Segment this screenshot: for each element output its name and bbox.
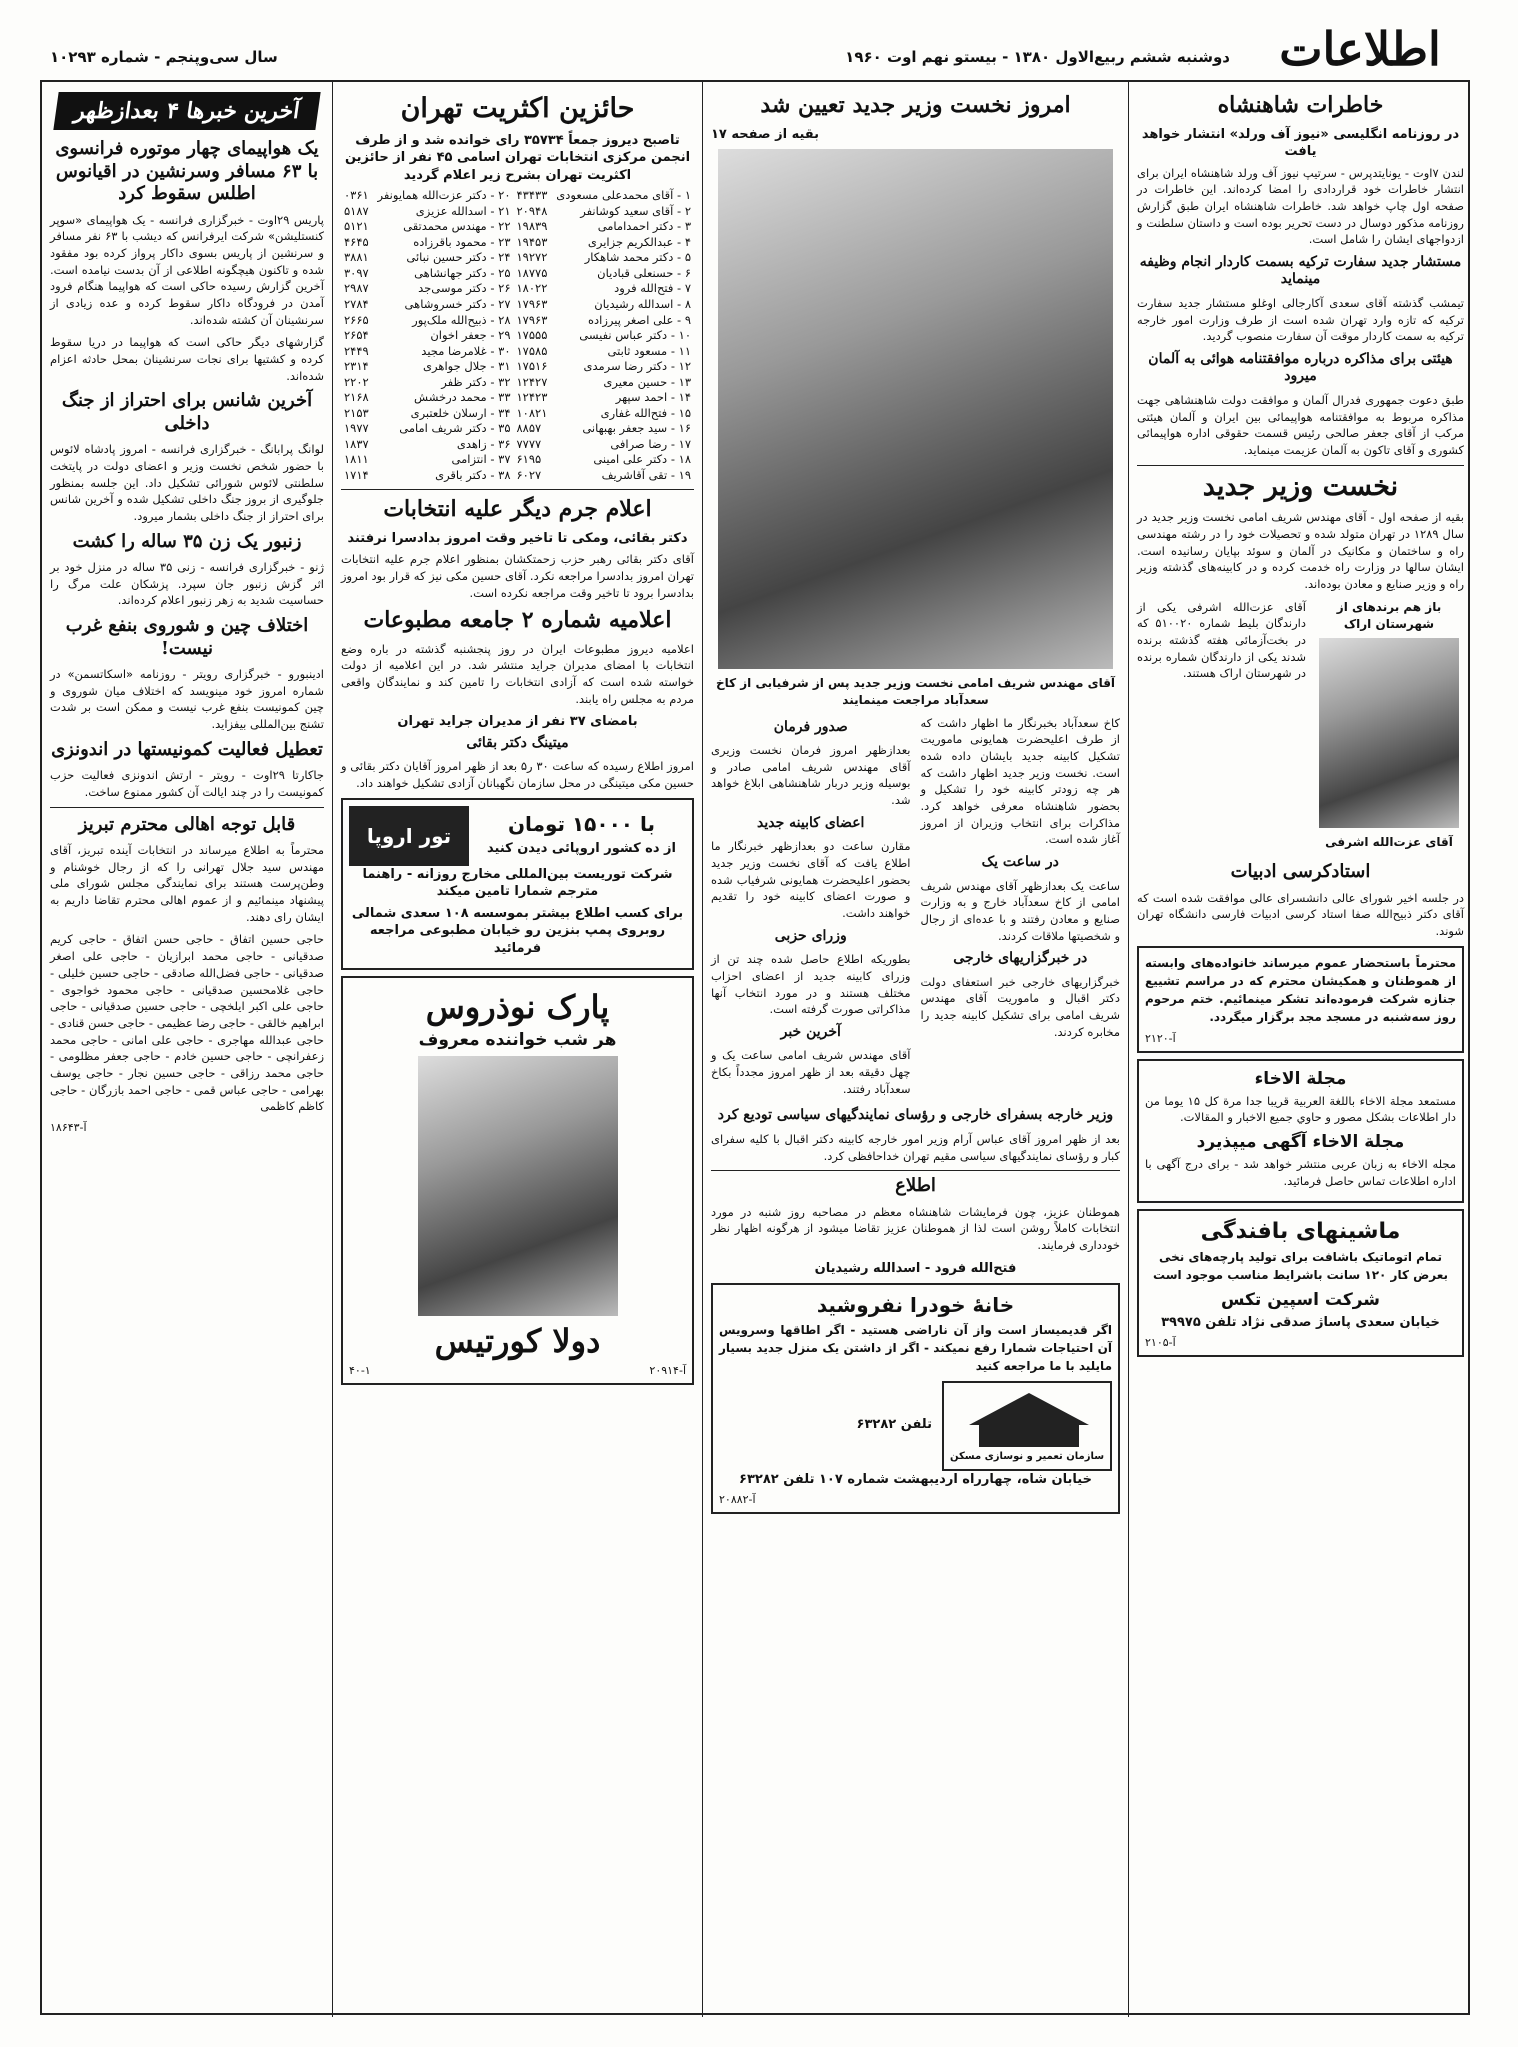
divider [341,489,694,490]
vote-count: ۱۸۳۷ [344,436,369,451]
vote-name: ۳۴ - ارسلان خلعتبری [410,405,511,420]
looms-ad [1137,1209,1464,1357]
article-tabriz: محترماً به اطلاع میرساند در انتخابات آینده تبریز، آقای مهندس سید جلال تهرانی را که از رجال خوشنام و وطن‌پرست هستند برای نمایندگی مجلس شورای ملی پیشنهاد مینمائیم و از عموم اهالی محترم تقاضا داریم به ایشان رای دهند. [50,843,324,924]
vote-count: ۴۳۴۳۳ [516,188,548,203]
vote-name: ۲ - آقای سعید کوشانفر [580,203,691,218]
vote-name: ۲۹ - جعفر اخوان [430,328,511,343]
house-logo-text: سازمان تعمیر و نوسازی مسکن [949,1450,1105,1462]
article-pm-7: آقای مهندس شریف امامی ساعت یک و چهل دقیقه بعد از ظهر امروز مجدداً بکاخ سعدآباد رفتند. [711,1048,911,1096]
votes-row [341,452,694,468]
headline-press-statement: اعلامیه شماره ۲ جامعه مطبوعات [363,607,672,634]
votes-row [341,281,694,297]
article-foreign-minister: بعد از ظهر امروز آقای عباس آرام وزیر امور خارجه کابینه دکتر اقبال با کلیه سفرای کبار و رؤسای نمایندگیهای سیاسی مقیم تهران خداحافظی کرد. [711,1131,1120,1163]
headline-china-soviet: اختلاف چین و شوروی بنفع غرب نیست! [65,615,309,659]
tabriz-ad-number: آ-۱۸۶۴۳ [50,1120,87,1134]
vote-count: ۲۳۱۴ [344,359,369,374]
looms-ad-title: ماشینهای بافندگی [1200,1219,1401,1245]
vote-name: ۳۱ - جلال جواهری [423,359,511,374]
masthead: اطلاعات [1279,22,1441,76]
headline-laos: آخرین شانس برای احتراز از جنگ داخلی [61,390,313,434]
article-press-statement: اعلامیه دیروز مطبوعات ایران در روز پنجشنبه گذشته در باره وضع انتخابات با امضای مدیران جراید منتشر شد. در این اعلامیه از دولت خواسته شده است که آزادی انتخابات را تامین کند و نمایندگان واقعی مردم به مجلس راه یابند. [341,641,694,706]
vote-count: ۴۶۴۵ [344,234,369,249]
article-turkey-embassy: تیمشب گذشته آقای سعدی آکارجالی اوغلو مستشار جدید سفارت ترکیه که تازه وارد تهران شده است از طرف وزارت امور خارجه ترکیه به سمت کاردار موقت آن سفارت منصوب گردید. [1137,295,1464,344]
vote-name: ۴ - عبدالکریم جزایری [587,234,691,249]
singer-photo [418,1056,618,1316]
subhead-party-ministers: وزرای حزبی [774,927,847,944]
vote-count: ۳۸۸۱ [344,250,369,265]
vote-count: ۱۸۱۱ [344,452,369,467]
headline-notice: اطلاع [895,1175,936,1197]
europe-tour-company: شرکت توریست بین‌المللی مخارج روزانه - راهنما مترجم شمارا تامین میکند [362,866,673,900]
vote-count: ۳۰۹۷ [344,265,369,280]
vote-name: ۲۶ - دکتر موسی‌جد [418,281,511,296]
vote-name: ۳۸ - دکتر باقری [435,467,511,482]
europe-tour-text: از ده کشور اروپائی دیدن کنید [487,841,676,857]
vote-count: ۱۷۵۱۶ [516,359,548,374]
vote-count: ۶۰۲۷ [516,467,542,482]
divider [50,807,324,808]
notice-number: آ-۲۱۲۰ [1145,1031,1176,1045]
park-ad [341,976,694,1385]
notice-signature: فتح‌الله فرود - اسدالله رشیدیان [814,1260,1017,1276]
vote-name: ۲۱ - اسدالله عزیزی [415,203,511,218]
vote-count: ۲۶۶۵ [344,312,369,327]
vote-name: ۱۳ - حسین معیری [603,374,691,389]
vote-count: ۱۷۵۵۵ [516,328,548,343]
headline-foreign-minister: وزیر خارجه بسفرای خارجی و رؤسای نمایندگیهای سیاسی تودیع کرد [717,1107,1114,1124]
votes-row [341,344,694,360]
vote-name: ۲۷ - دکتر خسروشاهی [404,297,511,311]
column-center-right [703,82,1128,2017]
vote-name: ۳ - دکتر احمدامامی [597,219,691,234]
article-indonesia: جاکارتا ۲۹اوت - رویتر - ارتش اندونزی فعالیت حزب کمونیست را در چند ایالت آن کشور ممنوع ساخت. [50,768,324,799]
europe-tour-ad [341,798,694,970]
press-statement-signature: بامضای ۳۷ نفر از مدیران جراید تهران [397,714,638,730]
article-pm-3: خبرگزاریهای خارجی خبر استعفای دولت دکتر اقبال و ماموریت آقای مهندس شریف امامی برای تشکیل کابینه جدید را مخابره کردند. [920,974,1120,1039]
subhead-one-oclock: در ساعت یک [981,854,1059,871]
al-ekha-box [1137,1059,1464,1204]
vote-count: ۱۹۸۳۹ [516,219,548,234]
vote-name: ۱۸ - دکتر علی امینی [593,452,691,467]
headline-turkey-embassy: مستشار جدید سفارت ترکیه بسمت کاردار انجام وظیفه مینماید [1139,253,1462,288]
votes-row [341,266,694,282]
looms-ad-address: خیابان سعدی پاساژ صدقی نژاد تلفن ۳۹۹۷۵ [1161,1315,1440,1331]
headline-pm-appointed: امروز نخست وزیر جدید تعیین شد [760,92,1071,118]
subhead-tehran-majority: تاصبح دیروز جمعاً ۳۵۷۳۴ رای خوانده شد و از طرف انجمن مرکزی انتخابات تهران اسامی ۴۵ نفر از حائزین اکثریت تهران بشرح زیر اعلام گردید [344,132,691,183]
divider [1137,465,1464,466]
headline-baghaei-rally: میتینگ دکتر بقائی [466,734,569,751]
vote-count: ۲۷۸۴ [344,297,369,311]
votes-row [341,204,694,220]
headline-literature-chair: استادکرسی ادبیات [1230,861,1371,883]
votes-row [341,250,694,266]
article-lottery: آقای عزت‌الله اشرفی یکی از دارندگان بلیط شماره ۵۱۰۰۲۰ که در بخت‌آزمائی هفته گذشته برنده شدند یکی از دارندگان شماره برنده در شهرستان اراک هستند. [1137,599,1306,681]
article-election-complaint: آقای دکتر بقائی رهبر حزب زحمتکشان بمنظور اعلام جرم علیه انتخابات تهران امروز بدادسرا مراجعه نکرد. آقای حسین مکی نیز که قرار بود امروز بدادسرا برود تا تاخیر وقت مراجعه نکرده است. [341,552,694,600]
vote-name: ۸ - اسدالله رشیدیان [594,297,691,311]
subhead-cabinet: اعضای کابینه جدید [757,814,865,831]
votes-table [341,188,694,483]
vote-name: ۶ - حسنعلی قبادیان [597,265,691,280]
article-bee: ژنو - خبرگزاری فرانسه - زنی ۳۵ ساله در منزل خود بر اثر گزش زنبور جان سپرد. پزشکان علت مرگ را حساسیت شدید به زهر زنبور اعلام کرده‌اند. [50,560,324,608]
vote-count: ۲۰۹۴۸ [516,203,548,218]
vote-count: ۱۸۰۲۲ [516,281,548,296]
page-header [40,20,1470,78]
vote-count: ۱۸۷۷۵ [516,265,548,280]
latest-news-banner: آخرین خبرها ۴ بعدازظهر [53,92,320,130]
vote-name: ۵ - دکتر محمد شاهکار [584,250,691,265]
subhead-foreign-agencies: در خبرگزاریهای خارجی [953,950,1088,967]
vote-count: ۲۶۵۴ [344,328,369,343]
vote-count: ۰۳۶۱ [344,188,369,203]
votes-row [341,406,694,422]
house-logo [942,1381,1112,1471]
al-ekha-text: مستمعد مجلة الاخاء باللغة العربية قريبا جدا مرة كل ۱۵ يوما من دار اطلاعات بشكل مصور و حاوي جميع الاخبار و المقالات. [1145,1093,1456,1125]
al-ekha-ads-title: مجلة الاخاء آگهی میپذیرد [1196,1132,1405,1153]
article-shah-memoirs: لندن ۷اوت - یونایتدپرس - سرتیپ نیوز آف ورلد شاهنشاه ایران برای انتشار خاطرات خود قراردادی را امضا کرده‌اند. این خاطرات در صفحه اول چاپ خواهد شد. خاطرات شاهنشاه ایران طبق گزارش روزنامه مذکور دوسال در دست تحریر بوده است و داستان سلطنت و ازدواجهای ایشان را شامل است. [1136,165,1464,247]
article-pm-1: کاخ سعدآباد بخبرنگار ما اظهار داشت که از طرف اعلیحضرت همایونی ماموریت تشکیل کابینه جدید بایشان داده شده است. نخست وزیر جدید اظهار داشت که هر چه زودتر کابینه خود را تشکیل و بحضور شاهنشاه معرفی خواهد کرد. مذاکرات برای انتخاب وزیران از امروز آغاز شده است. [920,715,1120,847]
vote-name: ۱ - آقای محمدعلی مسعودی [556,188,691,203]
headline-tehran-majority: حائزین اکثریت تهران [400,93,635,124]
continued-from: بقیه از صفحه ۱۷ [711,126,819,142]
headline-germany-air: هیئتی برای مذاکره درباره موافقتنامه هوائی به آلمان میرود [1148,350,1453,385]
vote-count: ۲۲۰۲ [344,374,369,389]
vote-count: ۷۷۷۷ [516,436,542,451]
vote-name: ۱۴ - احمد سپهر [615,390,691,405]
vote-name: ۲۳ - محمود باقرزاده [413,234,511,249]
headline-bee: زنبور یک زن ۳۵ ساله را کشت [72,530,302,552]
vote-name: ۱۶ - سید جعفر بهبهانی [582,421,691,436]
vote-name: ۲۴ - دکتر حسین نبائی [406,250,511,265]
vote-name: ۱۷ - رضا صرافی [610,436,691,451]
pm-photo-caption: آقای مهندس شریف امامی نخست وزیر جدید پس از شرفیابی از کاخ سعدآباد مراجعت مینمایند [715,676,1116,707]
headline-shah-memoirs: خاطرات شاهنشاه [1217,92,1384,118]
headline-new-pm: نخست وزیر جدید [1202,470,1399,502]
article-baghaei-rally: امروز اطلاع رسیده که ساعت ۳۰ ر۵ بعد از ظهر امروز آقایان دکتر بقائی و حسین مکی میتینگی در محل سازمان نگهبانان آزادی تشکیل خواهند داد. [341,759,694,791]
headline-tabriz: قابل توجه اهالی محترم تبریز [78,813,296,835]
vote-name: ۲۵ - دکتر جهانشاهی [414,265,511,280]
article-new-pm: بقیه از صفحه اول - آقای مهندس شریف امامی نخست وزیر جدید در سال ۱۲۸۹ در تهران متولد شده و تحصیلات خود را در رشته مهندسی راه و ساختمان و مکانیک در آلمان و سوئد بپایان رسانیده است. ایشان سالها در وزارت راه خدمت کرده و در کابینه‌های گذشته وزیر راه و وزیر صنایع و معادن بوده‌اند. [1137,510,1464,592]
lottery-photo-caption: آقای عزت‌الله اشرفی [1325,835,1453,850]
vote-name: ۲۸ - ذبیح‌الله ملک‌پور [412,312,511,327]
vote-name: ۳۳ - محمد درخشش [414,390,511,405]
article-plane-crash-2: گزارشهای دیگر حاکی است که هواپیما در دریا سقوط کرده و کشتیها برای نجات سرنشینان بمحل حادثه اعزام شده‌اند. [50,335,324,383]
looms-ad-number: آ-۲۱۰۵ [1145,1335,1176,1349]
vote-name: ۳۰ - غلامرضا مجید [421,343,511,358]
article-plane-crash: پاریس ۲۹اوت - خبرگزاری فرانسه - یک هواپیمای «سوپر کنستلیشن» شرکت ایرفرانس که دیشب با ۶۳ نفر مسافر و سرنشین از پاریس بسوی داکار پرواز کرده بود مفقود شده و تاکنون هیچگونه اطلاعی از آن بدست نیامده است. آخرین گزارش رسیده حاکی است که هواپیما هنگام فرود آمدن در فرودگاه داکار سقوط کرده و عده زیادی از سرنشینان آن کشته شده‌اند. [50,212,325,327]
housing-ad-title: خانهٔ خودرا نفروشید [816,1293,1015,1318]
europe-tour-logo: تور اروپا [349,806,469,866]
article-germany-air: طبق دعوت جمهوری فدرال آلمان و موافقت دولت شاهنشاهی جهت مذاکره مربوط به موافقتنامه هواپیمائی بین ایران و آلمان هیئتی مرکب از آقای جعفر صالحی رئیس قسمت حقوقی اداره هواپیمائی کشوری و آقای تاکون به آلمان عزیمت مینماید. [1137,392,1464,457]
subhead-election-complaint: دکتر بقائی، ومکی تا تاخیر وقت امروز بدادسرا نرفتند [347,530,688,546]
housing-ad-address: خیابان شاه، چهارراه اردیبهشت شماره ۱۰۷ تلفن ۶۳۲۸۲ [739,1472,1092,1488]
votes-row [341,235,694,251]
article-china-soviet: ادینبورو - خبرگزاری رویتر - روزنامه «اسکاتسمن» در شماره امروز خود مینویسد که اختلاف میان شوروی و چین کمونیست بنفع غرب نیست و ممکن است بر شدت تشنج بین‌المللی بیفزاید. [50,667,324,732]
headline-plane-crash: یک هواپیمای چهار موتوره فرانسوی با ۶۳ مسافر وسرنشین در اقیانوس اطلس سقوط کرد [55,138,319,204]
headline-indonesia: تعطیل فعالیت کمونیستها در اندونزی [51,738,323,760]
vote-count: ۱۹۴۵۳ [516,234,548,249]
vote-count: ۸۸۵۷ [516,421,542,436]
article-pm-4: بعدازظهر امروز فرمان نخست وزیری آقای مهندس شریف امامی صادر و بوسیله وزیر دربار شاهنشاهی ابلاغ خواهد شد. [711,743,911,808]
article-literature-chair: در جلسه اخیر شورای عالی دانشسرای عالی موافقت شده است که آقای دکتر ذبیح‌الله صفا استاد کرسی ادبیات فارسی دانشگاه تهران شوند. [1137,890,1464,938]
vote-name: ۷ - فتح‌الله فرود [614,281,691,296]
vote-count: ۱۲۴۲۷ [516,374,548,389]
park-ad-number: آ-۲۰۹۱۴ [649,1363,686,1377]
votes-row [341,468,694,484]
park-ad-number-2: ۴۰-۱ [349,1363,371,1377]
housing-ad-tel: تلفن ۶۳۲۸۲ [856,1416,932,1432]
column-center-left [333,82,702,2017]
vote-name: ۳۶ - زاهدی [456,436,511,451]
vote-name: ۳۲ - دکتر ظفر [441,374,511,389]
votes-row [341,188,694,204]
votes-row [341,297,694,313]
vote-count: ۱۷۵۸۵ [516,343,548,358]
article-pm-5: مقارن ساعت دو بعدازظهر خبرنگار ما اطلاع یافت که آقای نخست وزیر جدید بحضور اعلیحضرت همایونی شرفیاب شده و صورت اعضای کابینه خود را تقدیم خواهند داشت. [711,839,911,921]
house-body-icon [979,1425,1079,1447]
headline-election-complaint: اعلام جرم دیگر علیه انتخابات [383,496,652,523]
vote-name: ۱۱ - مسعود ثابتی [607,343,691,358]
vote-name: ۱۰ - دکتر عباس نفیسی [579,328,691,343]
votes-row [341,328,694,344]
vote-count: ۱۲۴۲۳ [516,390,548,405]
column-left [42,82,332,2017]
divider [711,1170,1120,1171]
vote-name: ۱۹ - تقی آقاشریف [601,467,691,482]
vote-name: ۱۲ - دکتر رضا سرمدی [583,359,691,374]
vote-name: ۲۰ - دکتر عزت‌الله همایونفر [377,188,511,203]
vote-name: ۳۵ - دکتر شریف امامی [399,421,511,436]
vote-count: ۱۰۸۲۱ [516,405,548,420]
votes-row [341,437,694,453]
vote-count: ۱۷۹۶۳ [516,297,548,311]
housing-ad-number: آ-۲۰۸۸۲ [719,1492,756,1506]
vote-count: ۵۱۲۱ [344,219,369,234]
vote-count: ۵۱۸۷ [344,203,369,218]
vote-count: ۱۹۲۷۲ [516,250,548,265]
al-ekha-title: مجلة الاخاء [1254,1068,1347,1089]
vote-name: ۳۷ - انتزامی [451,452,511,467]
vote-name: ۹ - علی اصغر پیرزاده [588,312,691,327]
votes-row [341,359,694,375]
vote-count: ۱۷۱۴ [344,467,369,482]
article-notice: هموطنان عزیز، چون فرمایشات شاهنشاه معظم در مصاحبه روز شنبه در مورد انتخابات کاملاً روشن است لذا از هموطنان عزیز تقاضا میشود از هرگونه اظهار نظر خودداری فرمایند. [711,1204,1120,1253]
vote-name: ۱۵ - فتح‌الله غفاری [600,405,691,420]
issue-number: سال سی‌وپنجم - شماره ۱۰۲۹۳ [50,48,278,66]
lottery-winner-photo [1319,638,1459,828]
article-laos: لوانگ پرابانگ - خبرگزاری فرانسه - امروز پادشاه لائوس با حضور شخص نخست وزیر و اعضای دولت در پایتخت سلطنتی لائوس شورائی تشکیل داد. این جلسه بمنظور جلوگیری از بروز جنگ داخلی تشکیل شده و آخرین شانس برای احتراز از جنگ داخلی بشمار میرود. [50,442,324,523]
subhead-decree: صدور فرمان [773,718,848,735]
vote-name: ۲۲ - مهندس محمدتقی [403,219,511,234]
lottery-photo-heading: باز هم برندهای از شهرستان اراک [1336,599,1442,631]
votes-row [341,219,694,235]
vote-count: ۶۱۹۵ [516,452,542,467]
housing-ad-text: اگر قدیمیساز است واز آن ناراضی هستید - اگر اطاقها وسرویس آن احتیاجات شمارا رفع نمیکند - اگر از داشتن یک منزل جدید بسیار مایلید با ما مراجعه کنید [719,1323,1112,1374]
article-pm-2: ساعت یک بعدازظهر آقای مهندس شریف امامی از کاخ سعدآباد خارج و به وزارت صنایع و معادن رفتند و با عده‌ای از رجال و شخصیتها ملاقات کردند. [920,878,1120,943]
vote-count: ۲۱۵۳ [344,405,369,420]
votes-row [341,390,694,406]
notice-box [1137,946,1464,1053]
park-ad-title: پارک نوذروس [425,987,610,1026]
vote-count: ۱۷۹۶۳ [516,312,548,327]
column-right [1129,82,1472,2017]
vote-count: ۲۹۸۷ [344,281,369,296]
votes-row [341,313,694,329]
votes-row [341,421,694,437]
house-roof-icon [969,1393,1089,1425]
vote-count: ۱۹۷۷ [344,421,369,436]
vote-count: ۲۱۶۸ [344,390,369,405]
looms-ad-text: تمام اتوماتیک باشافت برای تولید پارچه‌های نخی بعرض کار ۱۲۰ سانت باشرایط مناسب موجود است [1152,1250,1448,1283]
vote-count: ۲۴۴۹ [344,343,369,358]
europe-tour-price: با ۱۵۰۰۰ تومان [507,812,655,837]
housing-ad [711,1283,1120,1514]
subhead-shah-memoirs: در روزنامه انگلیسی «نیوز آف ورلد» انتشار خواهد یافت [1141,126,1460,160]
article-pm-6: بطوریکه اطلاع حاصل شده چند تن از وزرای کابینه جدید از اعضای احزاب مختلف هستند و در مورد انتخاب آنها مذاکراتی صورت گرفته است. [711,952,911,1017]
votes-row [341,375,694,391]
al-ekha-ads-text: مجله الاخاء به زبان عربی منتشر خواهد شد - برای درج آگهی با اداره اطلاعات تماس حاصل فرمائید. [1145,1157,1456,1188]
singer-name: دولا کورتیس [434,1321,601,1360]
europe-tour-address: برای کسب اطلاع بیشتر بموسسه ۱۰۸ سعدی شمالی روبروی پمپ بنزین رو خیابان مطبوعی مراجعه فرمائید [351,905,684,957]
notice-text: محترماً باستحضار عموم میرساند خانواده‌های وابسته از هموطنان و همکیشان محترم که در مراسم تشییع جنازه شرکت فرموده‌اند تشکر مینمائیم. ختم مرحوم روز سه‌شنبه در مسجد مجد برگزار میگردد. [1145,955,1456,1024]
tabriz-signatories: حاجی حسین اتفاق - حاجی حسن اتفاق - حاجی کریم صدقیانی - حاجی محمد ابرازیان - حاجی علی اصغر صدقیانی - حاجی فضل‌الله صادقی - حاجی حسین خلیلی - حاجی غلامحسین صدقیانی - حاجی محمود خواجوی - حاجی علی اکبر ایلخچی - حاجی حسین صدقیانی - حاجی ابراهیم خالقی - حاجی رضا عظیمی - حاجی حسن قنادی - حاجی عبدالله مهاجری - حاجی علی امانی - حاجی محمد زعفرانچی - حاجی حسین خادم - حاجی جعفر مظلومی - حاجی محمد رزاقی - حاجی حسین نجار - حاجی یوسف بهرامی - حاجی عباس قمی - حاجی احمد بازرگان - حاجی کاظم کاظمی [50,932,324,1114]
pm-photo [718,149,1113,669]
looms-ad-company: شرکت اسپین تکس [1220,1290,1381,1311]
subhead-latest: آخرین خبر [780,1023,841,1040]
park-ad-subtitle: هر شب خواننده معروف [418,1029,617,1050]
dateline: دوشنبه ششم ربیع‌الاول ۱۳۸۰ - بیستو نهم اوت ۱۹۶۰ [845,48,1230,66]
newspaper-page [40,80,1470,2015]
